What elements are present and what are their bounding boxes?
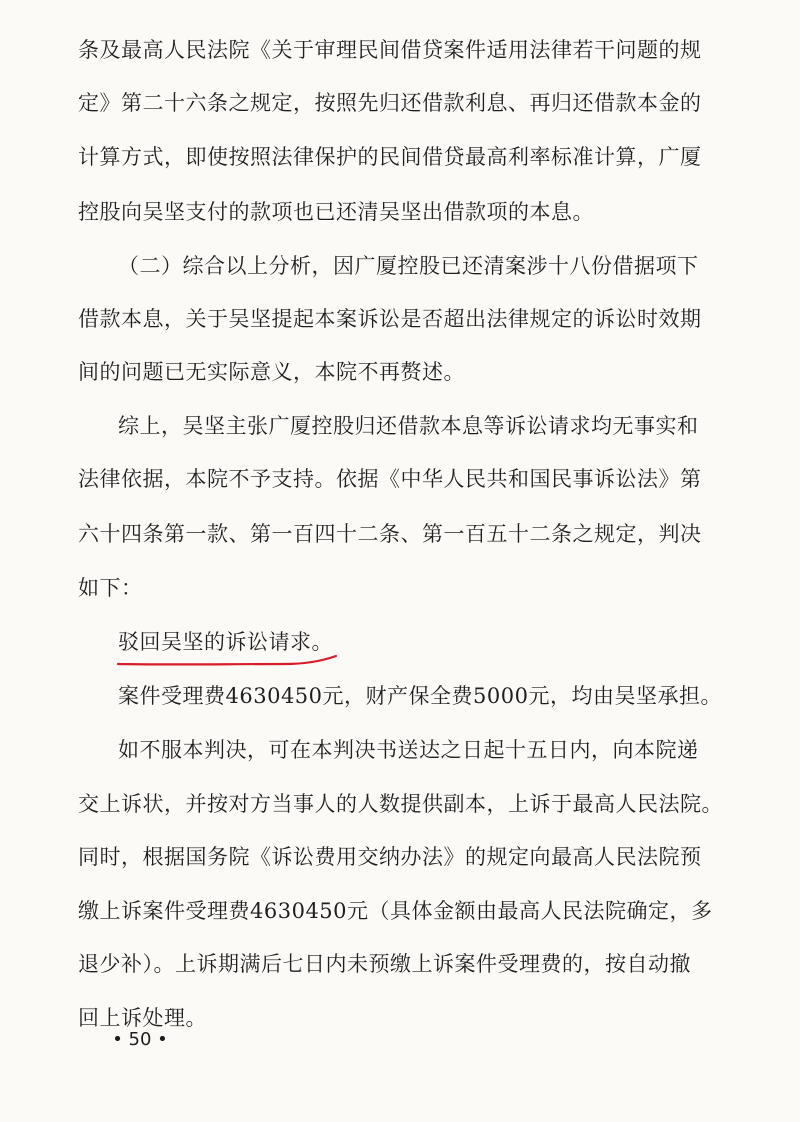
document-line: 退少补）。上诉期满后七日内未预缴上诉案件受理费的，按自动撤 [78,952,691,976]
document-line: 法律依据，本院不予支持。依据《中华人民共和国民事诉讼法》第 [78,467,702,491]
document-line: 缴上诉案件受理费4630450元（具体金额由最高人民法院确定，多 [78,899,713,923]
document-line: 如下： [78,576,143,600]
document-line: 控股向吴坚支付的款项也已还清吴坚出借款项的本息。 [78,200,594,224]
document-line: 条及最高人民法院《关于审理民间借贷案件适用法律若干问题的规 [78,38,702,62]
document-line: 如不服本判决，可在本判决书送达之日起十五日内，向本院递 [118,738,699,762]
document-line: 六十四条第一款、第一百四十二条、第一百五十二条之规定，判决 [78,522,702,546]
document-line: 间的问题已无实际意义，本院不再赘述。 [78,360,465,384]
document-line: 综上，吴坚主张广厦控股归还借款本息等诉讼请求均无事实和 [118,414,699,438]
document-line: 借款本息，关于吴坚提起本案诉讼是否超出法律规定的诉讼时效期 [78,307,702,331]
document-line: 回上诉处理。 [78,1006,207,1030]
document-line: 计算方式，即使按照法律保护的民间借贷最高利率标准计算，广厦 [78,145,702,169]
judgment-result-line: 驳回吴坚的诉讼请求。 [118,630,333,654]
red-underline-stroke [118,656,336,664]
document-line: 案件受理费4630450元，财产保全费5000元，均由吴坚承担。 [118,684,722,708]
document-line: 定》第二十六条之规定，按照先归还借款利息、再归还借款本金的 [78,91,702,115]
document-line: 同时，根据国务院《诉讼费用交纳办法》的规定向最高人民法院预 [78,845,702,869]
page-number: • 50 • [112,1029,168,1050]
document-line: 交上诉状，并按对方当事人的人数提供副本，上诉于最高人民法院。 [78,792,723,816]
document-line: （二）综合以上分析，因广厦控股已还清案涉十八份借据项下 [118,254,699,278]
